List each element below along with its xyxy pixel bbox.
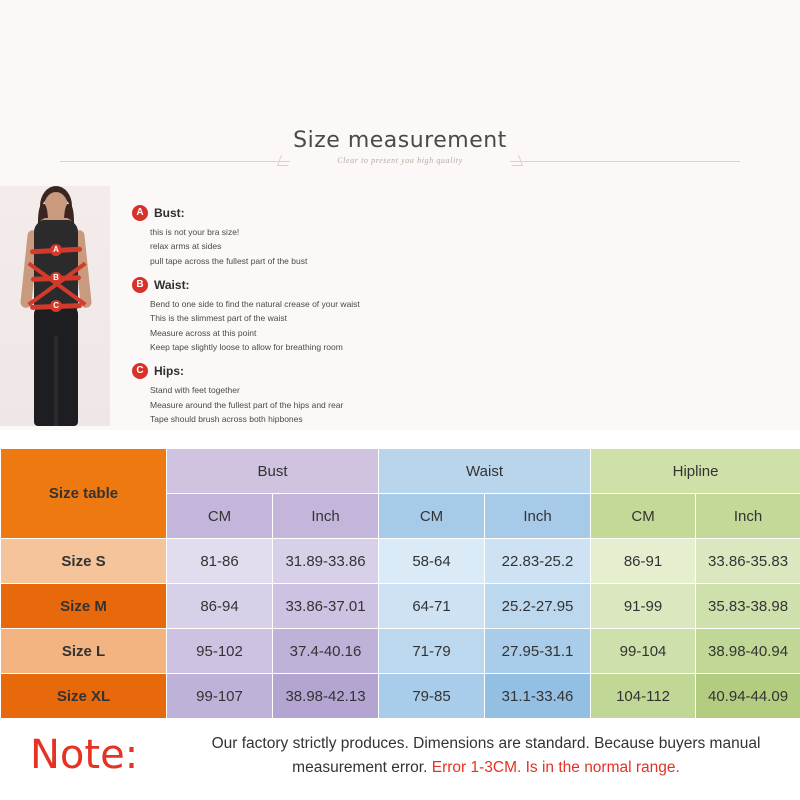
cell-waist-inch: 27.95-31.1 (485, 629, 591, 674)
cell-hip-cm: 91-99 (591, 584, 696, 629)
cell-hip-inch: 38.98-40.94 (696, 629, 800, 674)
cell-bust-inch: 37.4-40.16 (273, 629, 379, 674)
marker-c-badge: C (50, 300, 62, 312)
unit-header-waist-inch: Inch (485, 494, 591, 539)
note-text-red: Error 1-3CM. Is in the normal range. (431, 759, 680, 777)
marker-a-badge: A (50, 244, 62, 256)
cell-bust-inch: 31.89-33.86 (273, 539, 379, 584)
table-row (1, 539, 800, 584)
instruction-line: relax arms at sides (150, 241, 222, 252)
instruction-title: Waist: (154, 277, 190, 292)
badge-c-icon: C (132, 363, 148, 379)
instruction-block-bust (132, 205, 552, 267)
badge-a-icon: A (132, 205, 148, 221)
table-row (1, 584, 800, 629)
marker-b-badge: B (50, 272, 62, 284)
table-group-header-row (1, 449, 800, 494)
cell-waist-inch: 25.2-27.95 (485, 584, 591, 629)
instruction-block-hips (132, 363, 552, 425)
cell-waist-cm: 58-64 (379, 539, 485, 584)
instruction-line: Tape should brush across both hipbones (150, 413, 303, 424)
cell-hip-inch: 40.94-44.09 (696, 674, 800, 719)
cell-hip-cm: 104-112 (591, 674, 696, 719)
instruction-line: pull tape across the fullest part of the bust (150, 255, 308, 266)
instruction-block-waist (132, 277, 552, 353)
note-text-black: Our factory strictly produces. Dimensions are standard. Because buyers manual measurement error. (211, 735, 761, 777)
note-label: Note: (30, 732, 139, 778)
measurement-instructions (132, 205, 552, 435)
cell-hip-inch: 33.86-35.83 (696, 539, 800, 584)
table-row (1, 674, 800, 719)
instruction-header (132, 205, 552, 221)
cell-bust-cm: 95-102 (167, 629, 273, 674)
group-header-bust: Bust (167, 449, 379, 494)
cell-bust-cm: 86-94 (167, 584, 273, 629)
size-table-corner-label: Size table (1, 449, 167, 539)
instruction-line: Measure around the fullest part of the hips and rear (150, 399, 344, 410)
model-leg-gap-icon (54, 336, 58, 426)
group-header-hipline: Hipline (591, 449, 800, 494)
cell-waist-cm: 79-85 (379, 674, 485, 719)
row-size-label: Size M (1, 584, 167, 629)
cell-hip-cm: 99-104 (591, 629, 696, 674)
note-section (0, 722, 800, 800)
note-body (196, 732, 776, 780)
unit-header-bust-cm: CM (167, 494, 273, 539)
row-size-label: Size S (1, 539, 167, 584)
cell-bust-inch: 38.98-42.13 (273, 674, 379, 719)
instruction-header (132, 277, 552, 293)
cell-waist-inch: 22.83-25.2 (485, 539, 591, 584)
unit-header-bust-inch: Inch (273, 494, 379, 539)
unit-header-hip-cm: CM (591, 494, 696, 539)
badge-b-icon: B (132, 277, 148, 293)
cell-bust-cm: 99-107 (167, 674, 273, 719)
cell-bust-inch: 33.86-37.01 (273, 584, 379, 629)
instruction-title: Hips: (154, 364, 184, 379)
instruction-line: Stand with feet together (150, 385, 240, 396)
instruction-line: Bend to one side to find the natural crease of your waist (150, 298, 360, 309)
instruction-line: Keep tape slightly loose to allow for breathing room (150, 341, 343, 352)
row-size-label: Size L (1, 629, 167, 674)
unit-header-waist-cm: CM (379, 494, 485, 539)
instruction-header (132, 363, 552, 379)
instruction-line: Measure across at this point (150, 327, 257, 338)
size-table (0, 448, 800, 719)
model-photo (0, 186, 110, 426)
page-subtitle: Clear to present you high quality (337, 156, 463, 165)
instruction-title: Bust: (154, 206, 185, 220)
cell-hip-inch: 35.83-38.98 (696, 584, 800, 629)
cell-waist-cm: 64-71 (379, 584, 485, 629)
title-block (0, 128, 800, 165)
group-header-waist: Waist (379, 449, 591, 494)
cell-waist-inch: 31.1-33.46 (485, 674, 591, 719)
cell-bust-cm: 81-86 (167, 539, 273, 584)
cell-hip-cm: 86-91 (591, 539, 696, 584)
unit-header-hip-inch: Inch (696, 494, 800, 539)
instruction-line: This is the slimmest part of the waist (150, 313, 287, 324)
instruction-line: this is not your bra size! (150, 227, 240, 237)
cell-waist-cm: 71-79 (379, 629, 485, 674)
page-title: Size measurement (293, 128, 507, 153)
row-size-label: Size XL (1, 674, 167, 719)
table-row (1, 629, 800, 674)
